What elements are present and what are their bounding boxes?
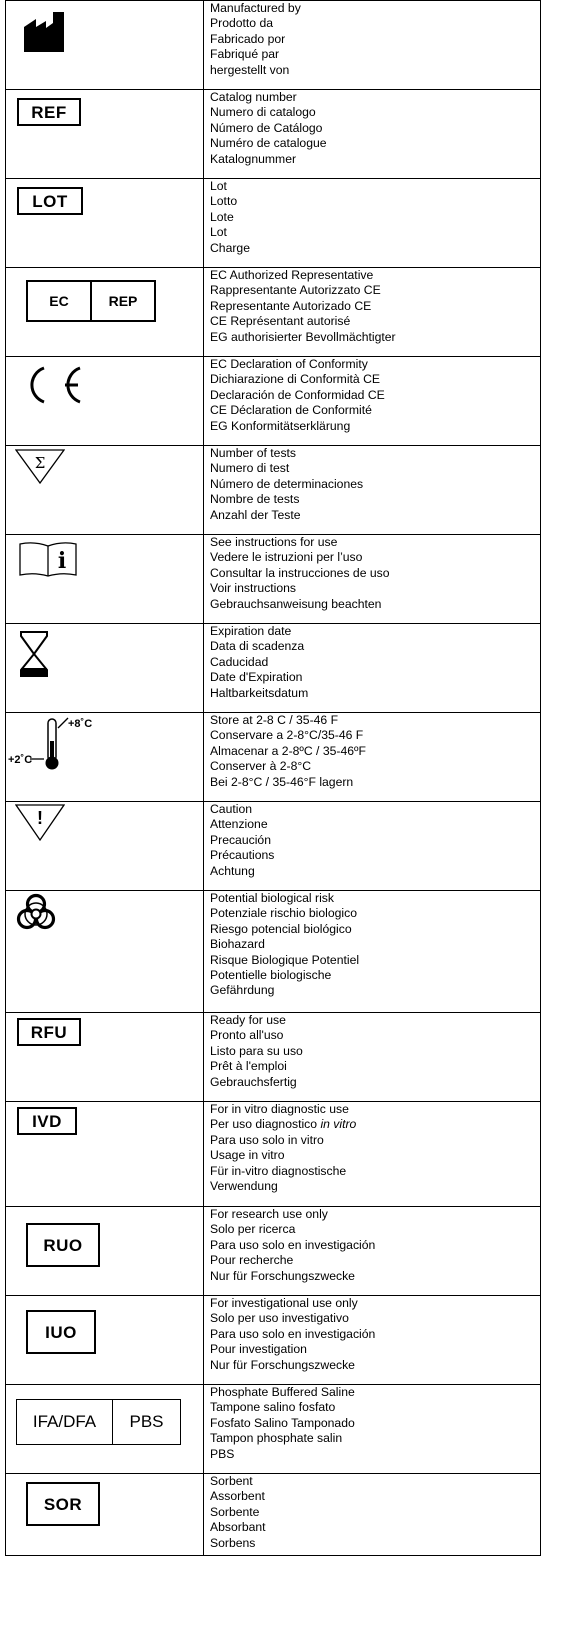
description-cell [204,713,541,802]
description-line: EC Authorized Representative [210,268,374,282]
ec-rep-symbol [26,280,156,322]
description-line: Para uso solo in vitro [210,1132,324,1147]
hourglass-icon [19,630,49,678]
legend-row [6,1102,541,1207]
legend-row [6,1474,541,1556]
description-line: Pour investigation [210,1342,307,1357]
svg-text:Σ: Σ [34,454,46,472]
description-line: Nombre de tests [210,492,300,507]
description-line: Conserver à 2-8°C [210,759,312,774]
italic-term: in vitro [320,1117,357,1132]
description-line: Tampone salino fosfato [210,1400,336,1415]
legend-row [6,713,541,802]
description-line: Lot [210,179,227,193]
svg-text:+8˚C: +8˚C [68,718,93,730]
description-line: Attenzione [210,817,268,832]
description-line: Riesgo potencial biológico [210,921,352,936]
description-line: Voir instructions [210,581,297,596]
ivd-symbol: IVD [17,1107,77,1135]
symbol-cell [6,1,204,90]
ec-label: EC [49,293,69,309]
description-line: Gefährdung [210,983,275,998]
description-cell [204,535,541,624]
description-line: Dichiarazione di Conformità CE [210,372,381,387]
iuo-symbol: IUO [26,1310,96,1354]
legend-row [6,802,541,891]
description-cell [204,891,541,1013]
symbol-cell [6,624,204,713]
legend-row [6,1013,541,1102]
description-line: Date d'Expiration [210,670,303,685]
description-line: hergestellt von [210,62,290,77]
description-line: Lote [210,209,234,224]
symbol-cell [6,1385,204,1474]
svg-text:i: i [57,548,67,574]
description-line: Pronto all'uso [210,1028,284,1043]
legend-row [6,535,541,624]
symbol-cell [6,713,204,802]
description-cell [204,1,541,90]
svg-text:+2˚C: +2˚C [8,754,33,766]
description-line: For research use only [210,1207,328,1221]
description-line: Verwendung [210,1179,278,1194]
description-line: Lot [210,225,227,240]
description-line: Katalognummer [210,151,297,166]
description-line: Bei 2-8°C / 35-46°F lagern [210,774,354,789]
description-line: Anzahl der Teste [210,507,301,522]
description-line: Fosfato Salino Tamponado [210,1415,355,1430]
description-line: Consultar la instrucciones de uso [210,565,390,580]
instructions-icon [18,541,78,577]
description-line: Prodotto da [210,16,274,31]
legend-row [6,1207,541,1296]
description-line: Representante Autorizado CE [210,298,372,313]
description-line: Catalog number [210,90,297,104]
legend-row [6,90,541,179]
description-line: Absorbant [210,1520,266,1535]
description-line: Sorbent [210,1474,253,1488]
description-line: Almacenar a 2-8ºC / 35-46ºF [210,743,366,758]
description-line: Vedere le istruzioni per l’uso [210,550,363,565]
description-line: Potential biological risk [210,891,334,905]
sor-symbol: SOR [26,1482,100,1526]
description-line: Nur für Forschungszwecke [210,1268,355,1283]
description-line: Number of tests [210,446,297,460]
description-line: Per uso diagnostico in vitro [210,1117,357,1132]
legend-row [6,268,541,357]
symbol-cell [6,1207,204,1296]
symbol-cell [6,1102,204,1207]
description-line: Para uso solo en investigación [210,1237,376,1252]
symbol-cell [6,357,204,446]
description-line: Potentielle biologische [210,968,332,983]
ruo-symbol: RUO [26,1223,100,1267]
description-line: Biohazard [210,937,265,952]
description-line: EG Konformitätserklärung [210,418,351,433]
description-line: Sorbente [210,1504,260,1519]
description-line: Fabriqué par [210,47,280,62]
description-line: CE Déclaration de Conformité [210,403,372,418]
rfu-symbol: RFU [17,1018,81,1046]
description-line: Rappresentante Autorizzato CE [210,283,381,298]
symbol-cell [6,535,204,624]
description-line: Listo para su uso [210,1043,303,1058]
description-line: Numero di test [210,461,290,476]
description-line: Ready for use [210,1013,286,1027]
description-cell [204,1296,541,1385]
svg-text:!: ! [37,808,43,828]
description-line: For investigational use only [210,1296,358,1310]
description-line: Pour recherche [210,1253,294,1268]
legend-row [6,357,541,446]
description-line: Précautions [210,848,275,863]
description-line: Sorbens [210,1535,256,1550]
symbol-cell [6,1474,204,1556]
description-line: Prêt à l'emploi [210,1059,287,1074]
description-line: Charge [210,240,250,255]
description-line: Für in-vitro diagnostische [210,1163,347,1178]
symbol-cell [6,179,204,268]
description-line: PBS [210,1446,235,1461]
description-line: Precaución [210,832,271,847]
description-line: EG authorisierter Bevollmächtigter [210,329,396,344]
description-line: Fabricado por [210,31,286,46]
description-line: Phosphate Buffered Saline [210,1385,355,1399]
ifa-dfa-pbs-symbol [16,1399,181,1445]
description-cell [204,1385,541,1474]
description-line: Usage in vitro [210,1148,285,1163]
description-cell [204,624,541,713]
lot-symbol: LOT [17,187,83,215]
description-line: Gebrauchsanweisung beachten [210,596,382,611]
description-cell [204,1207,541,1296]
description-line: Potenziale rischio biologico [210,906,358,921]
temperature-limit-icon [6,715,116,775]
description-line: Tampon phosphate salin [210,1431,343,1446]
description-line: Gebrauchsfertig [210,1074,297,1089]
description-line: Assorbent [210,1489,265,1504]
description-line: CE Représentant autorisé [210,314,351,329]
symbol-cell [6,1013,204,1102]
symbol-cell [6,1296,204,1385]
description-line: Numero di catalogo [210,105,316,120]
symbol-cell [6,802,204,891]
description-line: Número de determinaciones [210,476,364,491]
description-line: Número de Catálogo [210,120,323,135]
symbol-legend-table [5,0,541,1556]
symbol-cell [6,891,204,1013]
description-line: Para uso solo en investigación [210,1326,376,1341]
description-line: See instructions for use [210,535,338,549]
description-line: Store at 2-8 C / 35-46 F [210,713,339,727]
description-line: Haltbarkeitsdatum [210,685,309,700]
biohazard-icon [16,893,56,933]
ref-symbol: REF [17,98,81,126]
description-line: EC Declaration of Conformity [210,357,368,371]
description-line: Manufactured by [210,1,301,15]
ifa-dfa-label: IFA/DFA [32,1412,97,1431]
description-cell [204,446,541,535]
description-line: For in vitro diagnostic use [210,1102,349,1116]
legend-row [6,624,541,713]
symbol-cell [6,446,204,535]
description-line: Declaración de Conformidad CE [210,387,385,402]
description-line: Caution [210,802,253,816]
description-cell [204,802,541,891]
description-line: Numéro de catalogue [210,136,327,151]
description-line: Solo per ricerca [210,1222,296,1237]
description-cell [204,179,541,268]
rep-label: REP [90,282,154,320]
legend-row [6,1385,541,1474]
description-line: Lotto [210,194,238,209]
description-line: Solo per uso investigativo [210,1311,349,1326]
description-line: Nur für Forschungszwecke [210,1357,355,1372]
pbs-label: PBS [112,1400,180,1444]
description-cell [204,1474,541,1556]
legend-row [6,891,541,1013]
legend-row [6,1296,541,1385]
description-cell [204,90,541,179]
symbol-cell [6,90,204,179]
description-cell [204,357,541,446]
description-line: Expiration date [210,624,292,638]
description-line: Achtung [210,863,255,878]
description-cell [204,268,541,357]
symbol-cell [6,268,204,357]
caution-icon [15,804,65,842]
description-line: Caducidad [210,654,269,669]
number-of-tests-icon [15,449,65,485]
description-cell [204,1102,541,1207]
description-line: Data di scadenza [210,639,305,654]
ce-mark-icon [14,363,94,407]
legend-row [6,446,541,535]
legend-row [6,1,541,90]
description-line: Risque Biologique Potentiel [210,952,360,967]
legend-row [6,179,541,268]
manufacturer-icon [23,11,65,53]
description-line: Conservare a 2-8°C/35-46 F [210,728,364,743]
description-cell [204,1013,541,1102]
